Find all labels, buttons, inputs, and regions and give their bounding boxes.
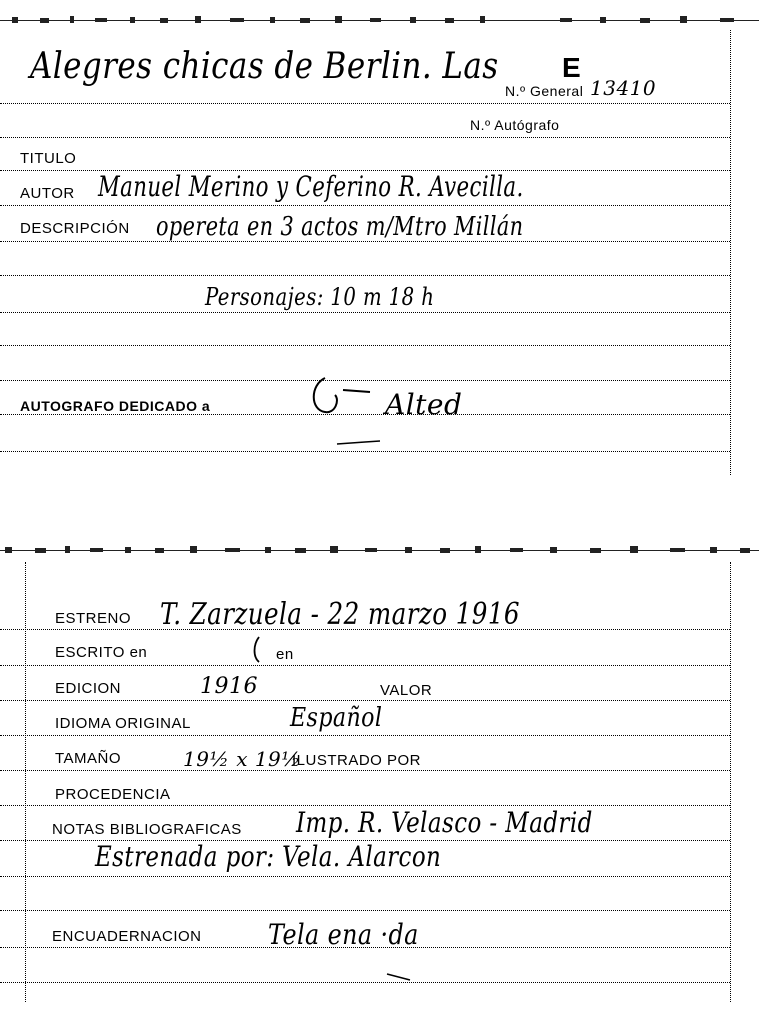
line-personajes [0, 312, 730, 313]
autor-label: AUTOR [20, 185, 75, 202]
n-general-letter: E [562, 52, 582, 83]
line-estreno [0, 629, 730, 630]
autor-value: Manuel Merino y Ceferino R. Avecilla. [98, 170, 524, 203]
procedencia-label: PROCEDENCIA [55, 786, 171, 803]
catalog-card-bottom [0, 540, 759, 1028]
line-blank-5 [0, 910, 730, 911]
tamano-value: 19½ x 19½ [183, 747, 302, 771]
ilustrado-label: ILUSTRADO POR [292, 752, 422, 769]
notas-value: Imp. R. Velasco - Madrid [296, 806, 593, 839]
tamano-label: TAMAÑO [55, 750, 122, 767]
idioma-label: IDIOMA ORIGINAL [55, 715, 191, 732]
handwritten-mark [335, 436, 385, 448]
encuadernacion-label: ENCUADERNACION [52, 928, 202, 945]
encuadernacion-value: Tela ena ·da [268, 918, 419, 951]
n-autografo-label: N.º Autógrafo [470, 117, 560, 133]
notas-value-2: Estrenada por: Vela. Alarcon [95, 840, 442, 873]
valor-label: VALOR [380, 682, 433, 699]
descripcion-value: opereta en 3 actos m/Mtro Millán [156, 212, 524, 242]
autografo-dedicado-value: Alted [385, 388, 463, 421]
catalog-card-top [0, 0, 759, 480]
personajes-value: Personajes: 10 m 18 h [205, 283, 435, 311]
line-tamano [0, 770, 730, 771]
idioma-value: Español [290, 703, 383, 733]
line-escrito [0, 665, 730, 666]
estreno-label: ESTRENO [55, 610, 132, 627]
line-autografo [0, 137, 730, 138]
scan-noise-bottom [0, 543, 759, 559]
titulo-label: TITULO [20, 150, 77, 167]
escrito-label: ESCRITO en [55, 644, 148, 661]
line-encuadernacion [0, 947, 730, 948]
estreno-value: T. Zarzuela - 22 marzo 1916 [160, 597, 520, 632]
notas-label: NOTAS BIBLIOGRAFICAS [52, 821, 242, 838]
line-blank-6 [0, 982, 730, 983]
line-autor [0, 205, 730, 206]
title-handwritten: Alegres chicas de Berlin. Las [30, 46, 499, 87]
line-descripcion [0, 241, 730, 242]
escrito-en-label: en [276, 646, 294, 663]
scan-noise-top [0, 14, 759, 28]
line-blank-4 [0, 451, 730, 452]
n-general-value: 13410 [590, 76, 657, 100]
n-general-label: N.º General [505, 83, 584, 99]
line-notas-2 [0, 876, 730, 877]
descripcion-label: DESCRIPCIÓN [20, 220, 130, 237]
escrito-mark [250, 635, 265, 665]
handwritten-flourish [305, 370, 375, 420]
line-blank-2 [0, 345, 730, 346]
line-dedicado [0, 414, 730, 415]
line-edicion [0, 700, 730, 701]
autografo-dedicado-label: AUTOGRAFO DEDICADO a [20, 398, 211, 414]
line-title [0, 103, 730, 104]
line-idioma [0, 735, 730, 736]
line-blank-1 [0, 275, 730, 276]
edicion-label: EDICION [55, 680, 122, 697]
edicion-value: 1916 [200, 674, 258, 699]
